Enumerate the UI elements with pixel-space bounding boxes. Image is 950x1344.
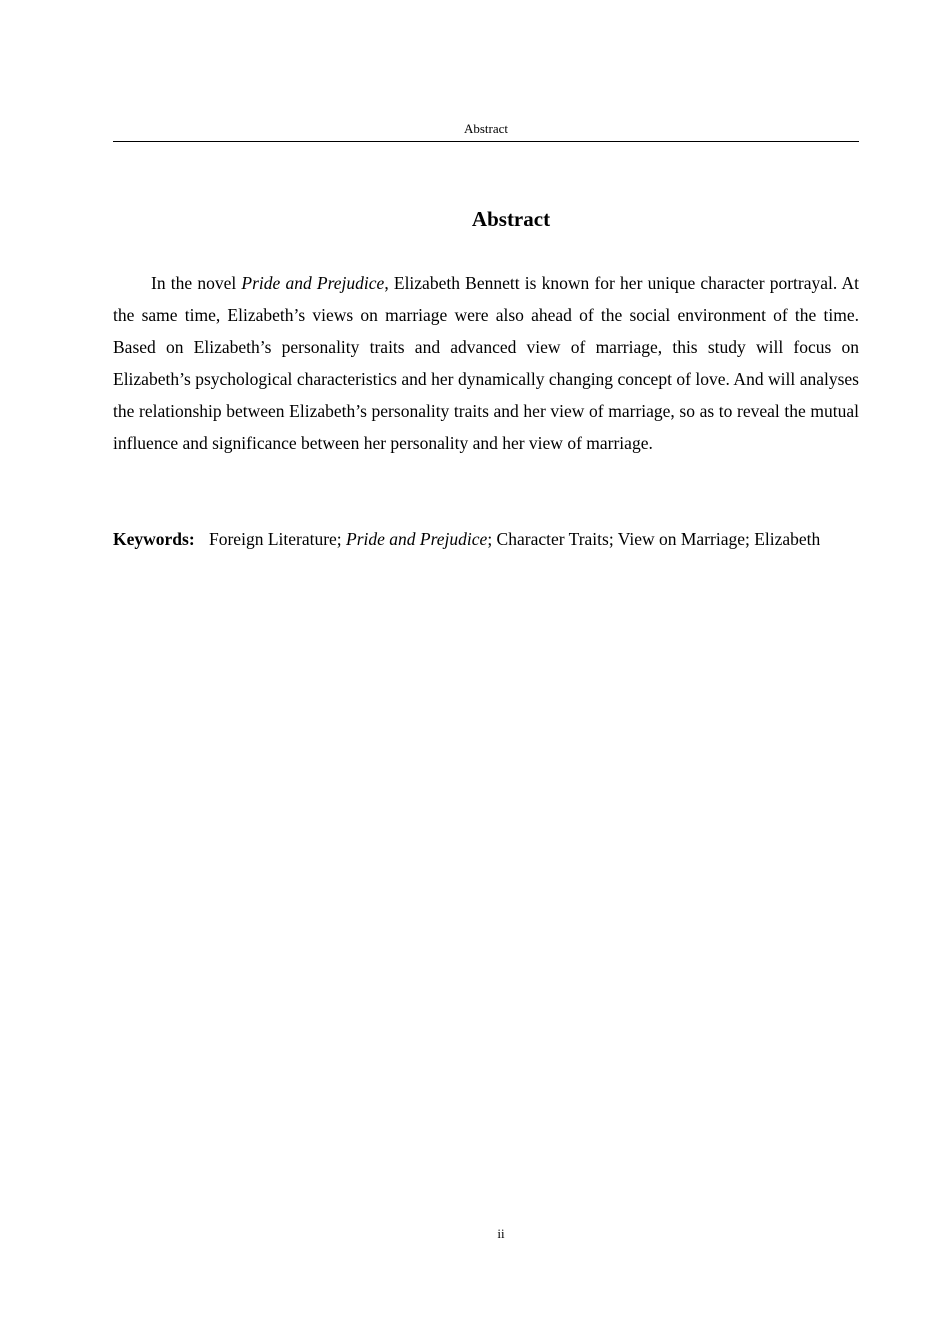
abstract-paragraph xyxy=(113,267,859,459)
abstract-text-start: In the novel xyxy=(151,273,242,293)
novel-title: Pride and Prejudice xyxy=(241,273,385,293)
keyword-rest: ; Character Traits; View on Marriage; Elizabeth xyxy=(487,529,821,549)
page-number: ii xyxy=(497,1226,505,1241)
keyword-foreign-literature: Foreign Literature; xyxy=(209,529,347,549)
page-title: Abstract xyxy=(471,207,551,231)
keyword-novel-title: Pride and Prejudice xyxy=(346,529,488,549)
running-header: Abstract xyxy=(463,121,509,136)
keywords xyxy=(113,523,879,555)
abstract-text-rest: , Elizabeth Bennett is known for her unique character portrayal. At the same time, Elizabeth’s views on marriage were also ahead of the social environment of the time. Based on Elizabeth’s personality traits and advanced view of marriage, this study will focus on Elizabeth’s psychological characteristics and her dynamically changing concept of love. And will analyses the relationship between Elizabeth’s personality traits and her view of marriage, so as to reveal the mutual influence and significance between her personality and her view of marriage. xyxy=(113,273,859,453)
header-rule xyxy=(113,141,859,142)
keywords-label: Keywords: xyxy=(113,529,195,549)
